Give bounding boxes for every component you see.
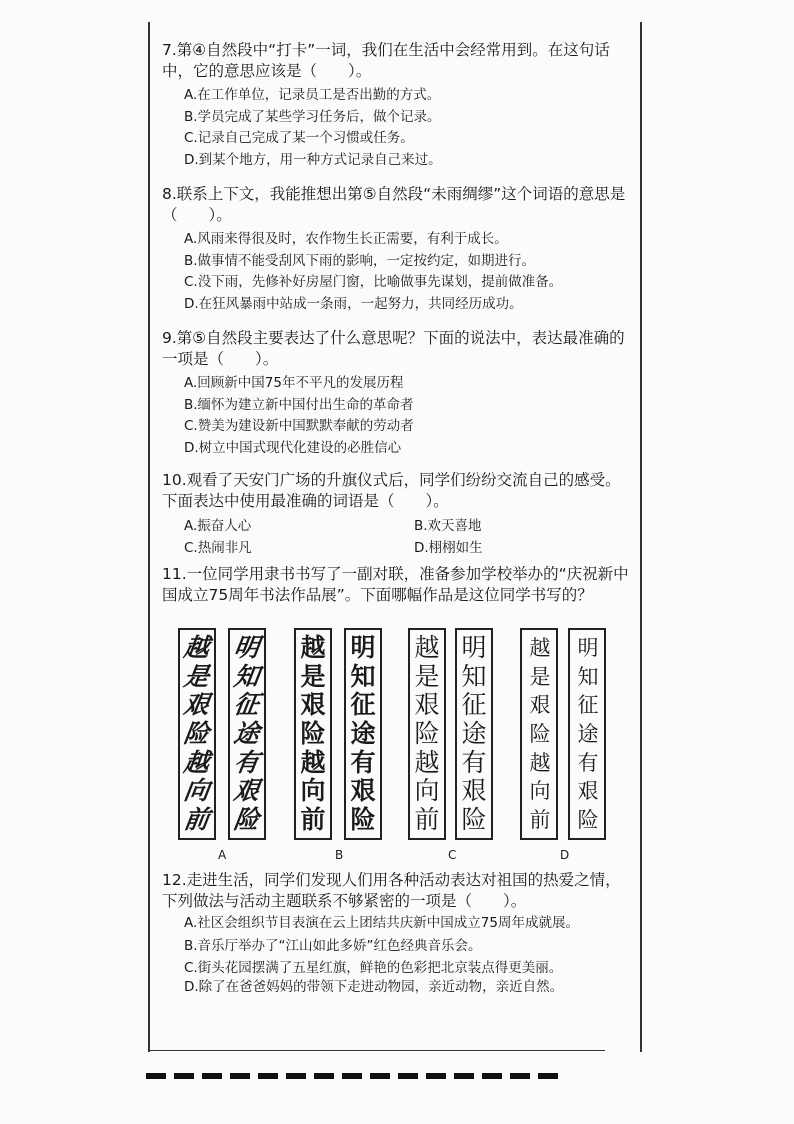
question-7 — [162, 40, 632, 171]
option-a[interactable]: A.社区会组织节目表演在云上团结共庆新中国成立75周年成就展。 — [184, 915, 579, 931]
couplet-char: 前 — [414, 804, 440, 834]
couplet-char: 途 — [232, 718, 262, 748]
couplet-c-lower[interactable] — [455, 628, 493, 840]
question-stem: 8.联系上下文，我能推想出第⑤自然段“未雨绸缪”这个词语的意思是（ ）。 — [162, 185, 626, 224]
option-b[interactable]: B.学员完成了某些学习任务后，做个记录。 — [184, 108, 441, 125]
option-a[interactable]: A.风雨来得很及时，农作物生长正需要，有利于成长。 — [184, 231, 508, 247]
couplet-char: 明 — [577, 636, 597, 661]
couplet-char: 越 — [300, 633, 326, 663]
couplet-d-upper[interactable] — [520, 628, 558, 840]
couplet-char: 艰 — [577, 779, 597, 804]
option-d[interactable]: D.树立中国式现代化建设的必胜信心 — [184, 439, 402, 456]
couplet-char: 征 — [350, 690, 376, 720]
question-stem: 9.第⑤自然段主要表达了什么意思呢？下面的说法中，表达最准确的一项是（ ）。 — [162, 329, 625, 368]
couplet-char: 是 — [529, 664, 549, 689]
couplet-char: 险 — [577, 807, 597, 832]
couplet-a-upper[interactable] — [178, 628, 216, 840]
couplet-a-lower[interactable] — [228, 628, 266, 840]
couplet-char: 险 — [350, 804, 376, 834]
option-d[interactable]: D.在狂风暴雨中站成一条雨，一起努力，共同经历成功。 — [184, 295, 523, 312]
question-12 — [162, 870, 632, 996]
couplet-char: 知 — [461, 661, 487, 691]
option-list — [184, 229, 632, 315]
couplet-char: 艰 — [232, 776, 262, 806]
couplet-label-a: A — [218, 848, 227, 862]
couplet-char: 有 — [461, 747, 487, 777]
option-b[interactable]: B.做事情不能受刮风下雨的影响，一定按约定，如期进行。 — [184, 252, 536, 269]
option-grid — [184, 515, 632, 559]
calligraphy-options — [170, 622, 630, 867]
couplet-char: 知 — [350, 661, 376, 691]
couplet-char: 知 — [577, 664, 597, 689]
option-a[interactable]: A.回顾新中国75年不平凡的发展历程 — [184, 375, 404, 391]
option-c[interactable]: C.赞美为建设新中国默默奉献的劳动者 — [184, 418, 414, 434]
question-8 — [162, 184, 632, 315]
couplet-char: 明 — [232, 633, 262, 663]
couplet-char: 越 — [300, 747, 326, 777]
couplet-char: 前 — [182, 804, 212, 834]
question-10 — [162, 470, 632, 559]
option-b[interactable]: B.欢天喜地 — [414, 518, 482, 534]
question-stem: 11.一位同学用隶书书写了一副对联，准备参加学校举办的“庆祝新中国成立75周年书法作品展”。下面哪幅作品是这位同学书写的？ — [162, 565, 629, 604]
couplet-char: 艰 — [350, 776, 376, 806]
couplet-char: 艰 — [300, 690, 326, 720]
couplet-char: 知 — [232, 661, 262, 691]
couplet-char: 向 — [300, 776, 326, 806]
couplet-label-d: D — [560, 848, 570, 862]
couplet-char: 越 — [182, 747, 212, 777]
couplet-char: 险 — [300, 718, 326, 748]
option-b[interactable]: B.缅怀为建立新中国付出生命的革命者 — [184, 396, 414, 413]
couplet-char: 艰 — [461, 776, 487, 806]
couplet-char: 是 — [414, 661, 440, 691]
couplet-char: 有 — [350, 747, 376, 777]
couplet-char: 艰 — [414, 690, 440, 720]
question-stem: 12.走进生活，同学们发现人们用各种活动表达对祖国的热爱之情，下列做法与活动主题联系不够紧密的一项是（ ）。 — [162, 871, 621, 910]
couplet-char: 途 — [350, 718, 376, 748]
couplet-char: 越 — [529, 636, 549, 661]
couplet-b-lower[interactable] — [344, 628, 382, 840]
option-a[interactable]: A.振奋人心 — [184, 518, 252, 534]
couplet-char: 越 — [182, 633, 212, 663]
couplet-char: 险 — [529, 721, 549, 746]
question-9 — [162, 328, 632, 459]
option-c[interactable]: C.记录自己完成了某一个习惯或任务。 — [184, 130, 414, 146]
couplet-char: 是 — [182, 661, 212, 691]
bottom-rule — [150, 1050, 605, 1051]
option-c[interactable]: C.街头花园摆满了五星红旗，鲜艳的色彩把北京装点得更美丽。 — [184, 959, 563, 976]
couplet-char: 艰 — [529, 693, 549, 718]
option-list — [184, 373, 632, 459]
cut-line — [146, 1073, 576, 1079]
option-d[interactable]: D.栩栩如生 — [414, 540, 483, 556]
couplet-char: 途 — [577, 721, 597, 746]
couplet-char: 明 — [350, 633, 376, 663]
option-b[interactable]: B.音乐厅举办了“江山如此多娇”红色经典音乐会。 — [184, 938, 482, 954]
option-d[interactable]: D.到某个地方，用一种方式记录自己来过。 — [184, 151, 442, 168]
option-c[interactable]: C.热闹非凡 — [184, 540, 252, 556]
question-stem: 10.观看了天安门广场的升旗仪式后，同学们纷纷交流自己的感受。下面表达中使用最准确的词语是（ ）。 — [162, 471, 621, 510]
couplet-char: 征 — [461, 690, 487, 720]
question-stem: 7.第④自然段中“打卡”一词，我们在生活中会经常用到。在这句话中，它的意思应该是（ ）。 — [162, 41, 610, 80]
couplet-char: 前 — [300, 804, 326, 834]
couplet-char: 险 — [232, 804, 262, 834]
couplet-char: 征 — [577, 693, 597, 718]
option-c[interactable]: C.没下雨，先修补好房屋门窗，比喻做事先谋划，提前做准备。 — [184, 274, 563, 290]
couplet-char: 艰 — [182, 690, 212, 720]
couplet-char: 有 — [577, 750, 597, 775]
couplet-d-lower[interactable] — [568, 628, 606, 840]
couplet-b-upper[interactable] — [294, 628, 332, 840]
question-11 — [162, 564, 632, 606]
couplet-c-upper[interactable] — [408, 628, 446, 840]
couplet-char: 越 — [414, 747, 440, 777]
option-d[interactable]: D.除了在爸爸妈妈的带领下走进动物园，亲近动物，亲近自然。 — [184, 979, 564, 995]
couplet-char: 越 — [414, 633, 440, 663]
couplet-char: 险 — [414, 718, 440, 748]
couplet-char: 险 — [182, 718, 212, 748]
option-list — [184, 915, 632, 996]
option-list — [184, 85, 632, 171]
couplet-char: 向 — [414, 776, 440, 806]
couplet-char: 越 — [529, 750, 549, 775]
couplet-char: 征 — [232, 690, 262, 720]
couplet-char: 前 — [529, 807, 549, 832]
couplet-char: 向 — [529, 779, 549, 804]
couplet-label-c: C — [448, 848, 457, 862]
couplet-label-b: B — [335, 848, 344, 862]
couplet-char: 是 — [300, 661, 326, 691]
couplet-char: 有 — [232, 747, 262, 777]
couplet-char: 险 — [461, 804, 487, 834]
couplet-char: 向 — [182, 776, 212, 806]
option-a[interactable]: A.在工作单位，记录员工是否出勤的方式。 — [184, 87, 441, 103]
couplet-char: 途 — [461, 718, 487, 748]
couplet-char: 明 — [461, 633, 487, 663]
